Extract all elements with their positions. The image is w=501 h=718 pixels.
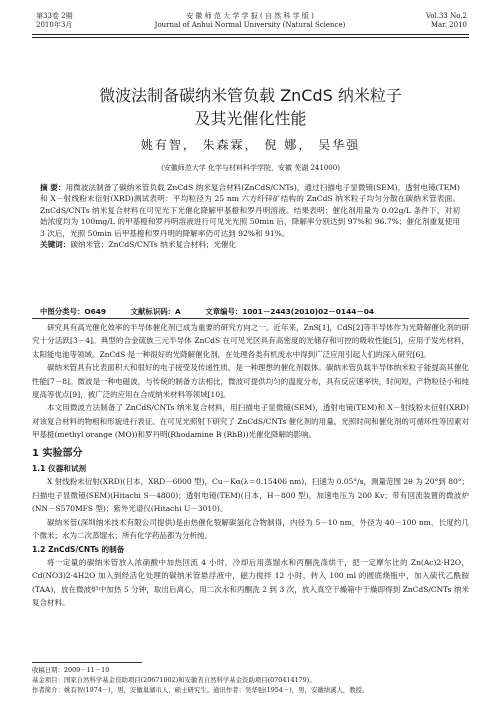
intro-paragraph-3: 本文用微波方法制备了 ZnCdS/CNTs 纳米复合材料，用扫描电子显微镜(SEM)，透射电镜(TEM)和 X－射线粉末衍射(XRD)对该复合材料的物相和形貌进行表征。在可见光照射下研究了 ZnCdS/CNTs 催化剂的用量，光照时间和催化剂的可循环性等因素对甲基橙(methyl orange (MO))和罗丹明(Rhodamine B (RhB))光催化降解的影响。 — [32, 403, 469, 440]
author-list: 姚有智， 朱森霖， 倪 娜， 吴华强 — [140, 138, 361, 152]
keywords-text: 碳纳米管；ZnCdS/CNTs 纳米复合材料；光催化 — [70, 240, 237, 250]
intro-paragraph-2: 碳纳米管具有比表面积大和很好的电子接受及传递性质，是一种理想的催化剂载体。碳纳米管负载半导体纳米粒子能提高其催化性能[7－8]。微波是一种电磁波，与传统的制备方法相比，微波可提供均匀的温度分布，具有反应速率快，时间短，产物粒径小和纯度高等优点[9]，被广泛的应用在合成纳米材料等领域[10]。 — [32, 363, 469, 400]
footnote-author: 作者简介：姚有智(1974－)，男，安徽巢湖市人，硕士研究生。通讯作者：吴华强(1954－)，男，安徽绩溪人，教授。 — [32, 685, 369, 694]
footnote-rule — [32, 662, 142, 663]
date-cn: 2010年3月 — [36, 21, 73, 29]
affiliation: (安徽师范大学 化学与材料科学学院，安徽 芜湖 241000) — [161, 164, 340, 172]
document-code: 文献标识码：A — [130, 307, 181, 316]
reagents-paragraph: 碳纳米管(深圳纳米技术有限公司提供)是由热催化裂解碳氢化合物制得，内径为 5－10 nm，外径为 40－100 nm，长度约几个微米；水为二次蒸馏水；所有化学药品都为分析纯。 — [32, 517, 469, 541]
header-rule-thin — [32, 37, 469, 38]
abstract-label: 摘 要： — [40, 183, 66, 192]
section-heading-1: 1 实验部分 — [32, 447, 83, 459]
subsection-heading-1-2: 1.2 ZnCdS/CNTs 的制备 — [32, 544, 125, 554]
intro-paragraph-1: 研究具有高光催化效率的半导体催化剂已成为重要的研究方向之一。近年来，ZnS[1]，CdS[2]等半导体作为光降解催化剂的研究十分活跃[3－4]。典型的合金硫族三元半导体 ZnCdS 在可见光区具有高密度的光储存和可控的吸收性能[5]，应用于发光材料，太阳能电池等领域。ZnCdS 是一种很好的光降解催化剂，在处理各类有机废水中得到广泛应用引起人们的深入研究[6]。 — [32, 323, 469, 359]
footnotes — [32, 666, 469, 695]
classification-line — [40, 306, 470, 317]
instruments-paragraph: X 射线粉末衍射(XRD)(日本，XRD－6000 型)，Cu－Kα(λ＝0.15406 nm)，扫速为 0.05°/s，测量范围 2θ 为 20°到 80°；扫描电子显微镜(SEM)(Hitachi S－4800)；透射电镜(TEM)(日本，H－800 型)，加速电压为 200 Kv；带有回流装置的微波炉(NN－S570MFS 型)；紫外光谱仪(Hitachi U－3010)。 — [32, 477, 469, 514]
abstract-block — [40, 182, 460, 250]
volume-cn: 第33卷 2期 — [36, 12, 73, 20]
abstract-text: 用微波法制备了碳纳米管负载 ZnCdS 纳米复合材料(ZnCdS/CNTs)，通过扫描电子显微镜(SEM)，透射电镜(TEM)和 X－射线粉末衍射(XRD)测试表明：平均粒径为 25 nm 六方纤锌矿结构的 ZnCdS 纳米粒子均匀分散在碳纳米管表面。ZnCdS/CNTs 纳米复合材料在可见光下光催化降解甲基橙和罗丹明溶液。结果表明：催化剂用量为 0.02g/L 条件下，对初始浓度均为 100mg/L 的甲基橙和罗丹明溶液进行可见光光照 50min 后，降解率分别达到 97%和 96.7%；催化剂重复使用 3 次后，光照 50min 后甲基橙和罗丹明的降解率仍可达到 92%和 91%。 — [40, 183, 460, 238]
paper-title — [0, 84, 501, 130]
abstract — [40, 182, 460, 239]
abstract-rule — [32, 318, 469, 319]
article-number: 文章编号：1001－2443(2010)02－0144－04 — [205, 307, 375, 316]
volume-issue-en — [426, 12, 467, 30]
running-header — [0, 0, 501, 50]
volume-en: Vol.33 No.2 — [425, 12, 467, 20]
keywords — [40, 239, 460, 250]
journal-name-en: Journal of Anhui Normal University (Natural Science) — [154, 21, 346, 29]
header-rule — [32, 34, 469, 35]
keywords-label: 关键词： — [40, 240, 71, 250]
journal-name — [150, 12, 350, 30]
date-en: Mar. 2010 — [430, 21, 467, 29]
volume-issue — [36, 12, 73, 30]
title-line-1: 微波法制备碳纳米管负载 ZnCdS 纳米粒子 — [99, 86, 402, 105]
title-line-2: 及其光催化性能 — [194, 109, 307, 128]
subsection-heading-1-1: 1.1 仪器和试剂 — [32, 464, 87, 474]
footnote-fund: 基金项目：国家自然科学基金资助项目(20671002)和安徽省自然科学基金资助项目(070414179)。 — [32, 675, 316, 684]
footnote-received: 收稿日期：2009－11－10 — [32, 666, 110, 674]
journal-name-cn: 安 徽 师 范 大 学 学 报 ( 自 然 科 学 版 ) — [186, 12, 314, 20]
main-text — [32, 321, 469, 610]
preparation-paragraph: 将一定量的碳纳米管放入浓硝酸中加热回流 4 小时，冷却后用蒸馏水和丙酮洗涤烘干，把一定摩尔比的 Zn(Ac)2·H2O，Cd(NO3)2·4H2O 加入到经活化处理的碳纳米管悬浮液中，磁力搅拌 12 小时，转入 100 ml 的圆底烧瓶中，加入硫代乙酰胺(TAA)，放在微波炉中加热 5 分钟，取出后离心，用二次水和丙酮洗 2 到 3 次，放入真空干燥箱中干燥即得到 ZnCdS/CNTs 纳米复合材料。 — [32, 557, 469, 608]
clc-number: 中图分类号：O649 — [40, 307, 107, 316]
